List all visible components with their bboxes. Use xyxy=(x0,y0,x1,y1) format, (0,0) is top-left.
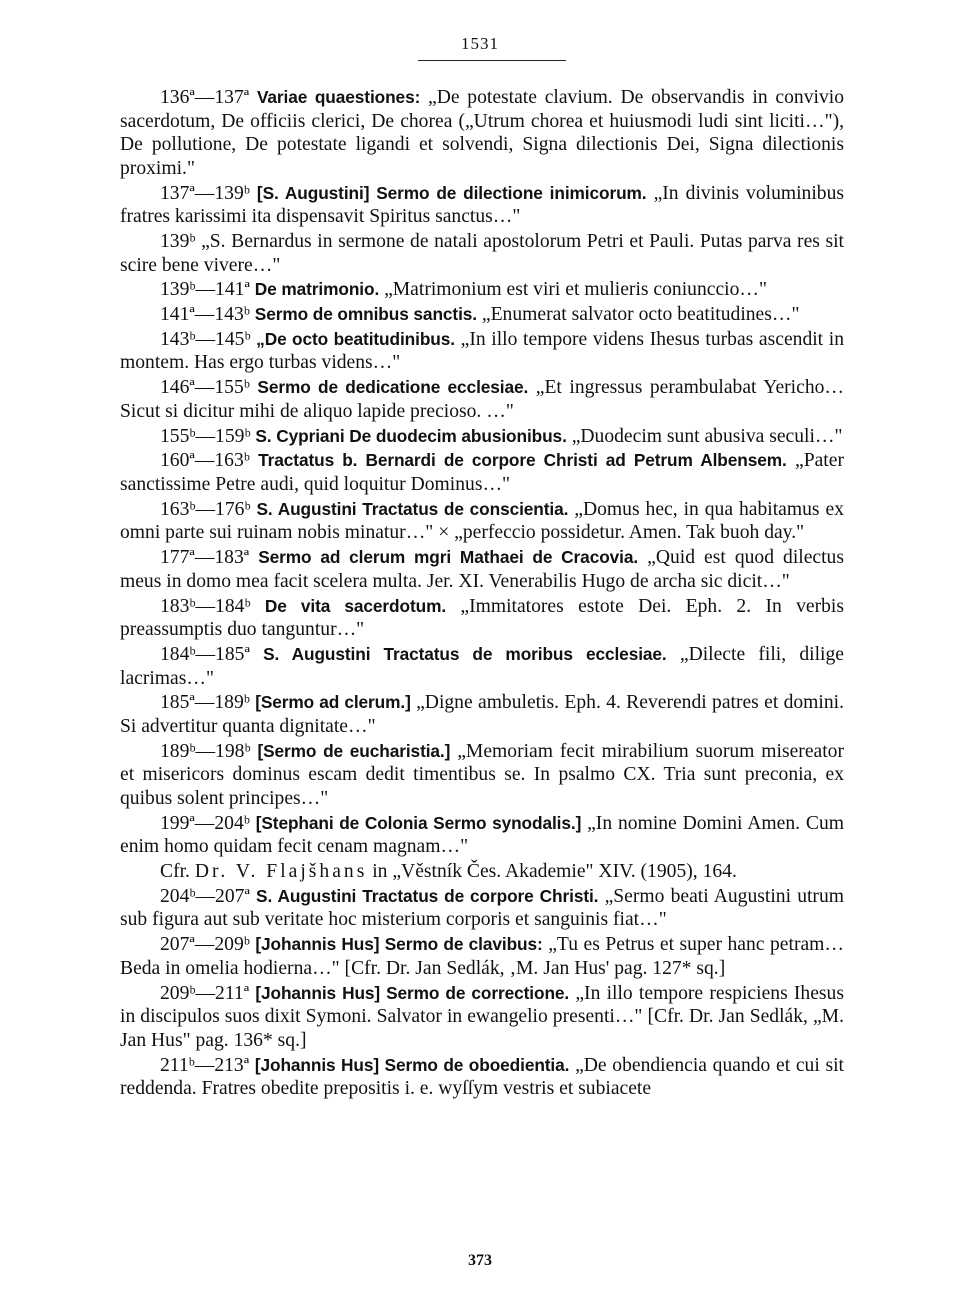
entry-title: De vita sacerdotum. xyxy=(264,595,447,616)
entry-title: S. Cypriani De duodecim abusionibus. xyxy=(255,425,567,446)
entry-title: [Johannis Hus] Sermo de clavibus: xyxy=(255,934,543,955)
catalog-entry xyxy=(120,1054,844,1101)
folio-range: 211ᵇ—213ª xyxy=(160,1054,250,1076)
entry-incipit: „In illo tempore videns Ihesus turbas ascendit in montem. Has ergo turbas videns…" xyxy=(120,328,845,374)
citation-prefix: Cfr. xyxy=(160,861,195,882)
catalog-entry xyxy=(120,328,844,375)
entry-incipit: „In divinis voluminibus fratres karissimi ita dispensavit Spiritus sanctus…" xyxy=(120,182,845,228)
catalog-entry xyxy=(120,740,844,811)
header-rule xyxy=(418,60,566,61)
entry-incipit: „Tu es Petrus et super hanc petram… Beda in omelia hodierna…" [Cfr. Dr. Jan Sedlák, ‚M. Jan Hus' pag. 127* sq.] xyxy=(120,934,844,979)
folio-range: 189ᵇ—198ᵇ xyxy=(160,740,251,762)
catalog-entry xyxy=(120,812,844,859)
entry-incipit: „Sermo beati Augustini utrum sub figura aut sub veritate hoc misterium corporis et sanguinis fiat…" xyxy=(120,885,844,931)
entry-incipit: „In nomine Domini Amen. Cum enim homo quidam fecit cenam magnam…" xyxy=(120,812,844,858)
catalog-entry xyxy=(120,86,844,180)
entry-title: „De octo beatitudinibus. xyxy=(256,328,455,349)
entry-incipit: „Matrimonium est viri et mulieris coniunccio…" xyxy=(384,279,767,301)
folio-range: 204ᵇ—207ª xyxy=(160,885,250,907)
folio-range: 199ª—204ᵇ xyxy=(160,812,250,834)
folio-range: 209ᵇ—211ª xyxy=(160,982,250,1004)
page-header-number: 1531 xyxy=(461,34,499,53)
folio-range: 136ª—137ª xyxy=(160,87,250,108)
catalog-entry xyxy=(120,303,844,327)
entry-incipit: „Domus hec, in qua habitamus ex omni parte sui ruinam nobis minatur…" × „perfeccio possidetur. Amen. Tak buoh day." xyxy=(120,498,844,544)
entry-title: Tractatus b. Bernardi de corpore Christi ad Petrum Albensem. xyxy=(258,450,787,471)
entry-title: [Sermo ad clerum.] xyxy=(255,692,411,713)
folio-range: 146ª—155ᵇ xyxy=(160,377,250,399)
catalog-entry xyxy=(120,643,844,690)
catalog-entry xyxy=(120,982,844,1053)
folio-range: 183ᵇ—184ᵇ xyxy=(160,595,251,617)
entry-title: [S. Augustini] Sermo de dilectione inimicorum. xyxy=(256,182,647,203)
entry-title: Sermo de dedicatione ecclesiae. xyxy=(257,377,529,398)
entry-incipit: „De potestate clavium. De observandis in convivio sacerdotum, De officiis clerici, De chorea („Utrum chorea et huiusmodi ludi sint liciti…"), De pollutione, De potestate ligandi et solvendi, Signa dilectionis Dei, Signa dilectionis proximi." xyxy=(120,87,844,179)
entry-incipit: „Enumerat salvator octo beatitudines…" xyxy=(481,304,800,326)
folio-range: 184ᵇ—185ª xyxy=(160,643,250,665)
entry-title: [Johannis Hus] Sermo de oboedientia. xyxy=(254,1054,570,1075)
catalog-entry xyxy=(120,182,844,229)
folio-range: 141ª—143ᵇ xyxy=(160,304,250,326)
catalog-text xyxy=(120,86,844,1102)
folio-range: 139ᵇ—141ª xyxy=(160,279,250,301)
folio-range: 137ª—139ᵇ xyxy=(160,182,250,204)
catalog-entry xyxy=(120,546,844,593)
entry-title: S. Augustini Tractatus de corpore Christi. xyxy=(256,885,599,906)
entry-incipit: „Quid est quod dilectus meus in domo mea facit scelera multa. Jer. XI. Venerabilis Hugo de archa sic dicit…" xyxy=(120,547,844,592)
entry-incipit: „In illo tempore respiciens Ihesus in discipulos suos dixit Symoni. Salvator in ewangelio presenti…" [Cfr. Dr. Jan Sedlák, „M. Jan Hus" pag. 136* sq.] xyxy=(120,982,844,1051)
catalog-entry xyxy=(120,691,844,738)
entry-title: Variae quaestiones: xyxy=(256,87,421,107)
catalog-entry xyxy=(120,376,844,423)
entry-title: De matrimonio. xyxy=(254,279,380,300)
catalog-entry xyxy=(120,595,844,642)
catalog-entry xyxy=(120,278,844,302)
entry-incipit: „Et ingressus perambulabat Yericho… Sicut si dicitur mihi de aliquo lapide precioso. …" xyxy=(120,377,845,422)
catalog-entry xyxy=(120,449,844,496)
entry-title: [Stephani de Colonia Sermo synodalis.] xyxy=(255,812,582,833)
catalog-entry xyxy=(120,425,844,449)
entry-title: S. Augustini Tractatus de conscientia. xyxy=(256,498,569,519)
entry-incipit: „De obendiencia quando et cui sit reddenda. Fratres obedite prepositis i. e. wyſſym vestris et subiacete xyxy=(120,1054,844,1100)
folio-range: 139ᵇ xyxy=(160,230,196,252)
entry-title: Sermo de omnibus sanctis. xyxy=(254,304,477,325)
page-number: 373 xyxy=(468,1252,492,1269)
entry-title: Sermo ad clerum mgri Mathaei de Cracovia. xyxy=(258,547,639,568)
folio-range: 160ª—163ᵇ xyxy=(160,450,250,472)
entry-incipit: „Duodecim sunt abusiva seculi…" xyxy=(571,425,843,447)
citation-source: in „Věstník Čes. Akademie" XIV. (1905), 164. xyxy=(367,861,737,882)
entry-title: [Johannis Hus] Sermo de correctione. xyxy=(255,982,570,1003)
catalog-entry xyxy=(120,498,844,545)
entry-incipit: „Pater sanctissime Petre audi, quid loquitur Dominus…" xyxy=(120,450,844,495)
folio-range: 207ª—209ᵇ xyxy=(160,934,250,956)
entry-incipit: „Memoriam fecit mirabilium suorum misereator et misericors dominus escam dedit timentibus se. In psalmo CX. Tria sunt preconia, ex quibus solent principes…" xyxy=(120,740,844,809)
catalog-entry xyxy=(120,230,844,277)
catalog-entry xyxy=(120,933,844,980)
folio-range: 163ᵇ—176ᵇ xyxy=(160,498,251,520)
entry-title: S. Augustini Tractatus de moribus ecclesiae. xyxy=(263,643,667,664)
folio-range: 177ª—183ª xyxy=(160,547,250,569)
citation-author: Dr. V. Flajšhans xyxy=(194,861,368,882)
folio-range: 185ª—189ᵇ xyxy=(160,692,250,714)
folio-range: 143ᵇ—145ᵇ xyxy=(160,328,251,350)
folio-range: 155ᵇ—159ᵇ xyxy=(160,425,251,447)
catalog-entry xyxy=(120,885,844,932)
entry-incipit: „Dilecte fili, dilige lacrimas…" xyxy=(120,643,844,689)
entry-incipit: „S. Bernardus in sermone de natali apostolorum Petri et Pauli. Putas parva res sit scire bene vivere…" xyxy=(120,230,844,276)
citation-note xyxy=(120,860,844,884)
entry-incipit: „Immitatores estote Dei. Eph. 2. In verbis preassumptis duo tanguntur…" xyxy=(120,595,844,641)
entry-title: [Sermo de eucharistia.] xyxy=(257,740,451,761)
entry-incipit: „Digne ambuletis. Eph. 4. Reverendi patres et domini. Si advertitur quanta dignitate…" xyxy=(120,692,844,737)
